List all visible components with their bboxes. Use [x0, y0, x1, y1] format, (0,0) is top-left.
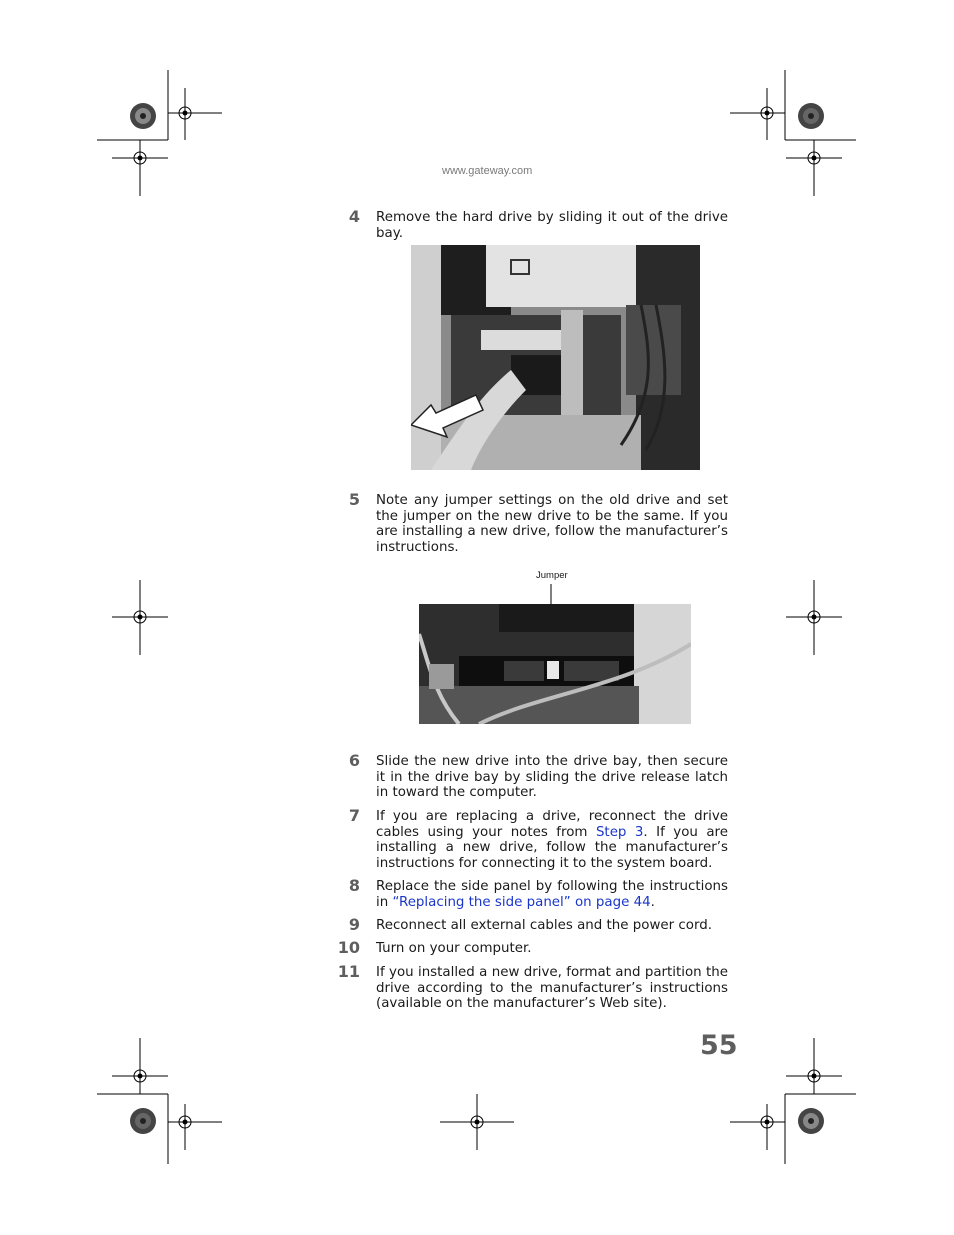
- step-text-9: Reconnect all external cables and the power cord.: [376, 918, 713, 933]
- step-number-9: 9: [348, 915, 360, 934]
- step-text-7: [376, 809, 728, 871]
- jumper-photo: [419, 604, 691, 724]
- step-number-11: 11: [337, 962, 360, 981]
- step-number-5: 5: [348, 490, 360, 509]
- jumper-callout-label: Jumper: [536, 570, 568, 581]
- step-8-text-before: Replace the side panel by following the instructions in: [376, 879, 728, 910]
- step-text-10: Turn on your computer.: [376, 941, 532, 956]
- step-7-text-before: If you are replacing a drive, reconnect the drive cables using your notes from: [376, 809, 728, 840]
- step-8-text-after: .: [650, 894, 655, 910]
- step-number-4: 4: [348, 207, 360, 226]
- step-number-8: 8: [348, 876, 360, 895]
- step-number-6: 6: [348, 751, 360, 770]
- step-text-5: Note any jumper settings on the old drive and set the jumper on the new drive to be the same. If you are installing a new drive, follow the manufacturer’s instructions.: [376, 493, 728, 555]
- step-text-4: Remove the hard drive by sliding it out of the drive bay.: [376, 210, 728, 241]
- step-3-link[interactable]: Step 3: [595, 824, 644, 840]
- step-text-11: If you installed a new drive, format and partition the drive according to the manufacturer’s instructions (available on the manufacturer’s Web site).: [376, 965, 728, 1012]
- step-text-6: Slide the new drive into the drive bay, then secure it in the drive bay by sliding the drive release latch in toward the computer.: [376, 754, 728, 801]
- step-text-8: [376, 879, 728, 910]
- step-number-7: 7: [348, 806, 360, 825]
- step-7-text-after: . If you are installing a new drive, follow the manufacturer’s instructions for connecting it to the system board.: [376, 824, 729, 871]
- header-url: www.gateway.com: [442, 165, 533, 177]
- step-number-10: 10: [337, 938, 360, 957]
- page-number: 55: [700, 1030, 738, 1061]
- remove-drive-photo: [411, 245, 700, 470]
- replacing-side-panel-link[interactable]: “Replacing the side panel” on page 44: [392, 894, 651, 910]
